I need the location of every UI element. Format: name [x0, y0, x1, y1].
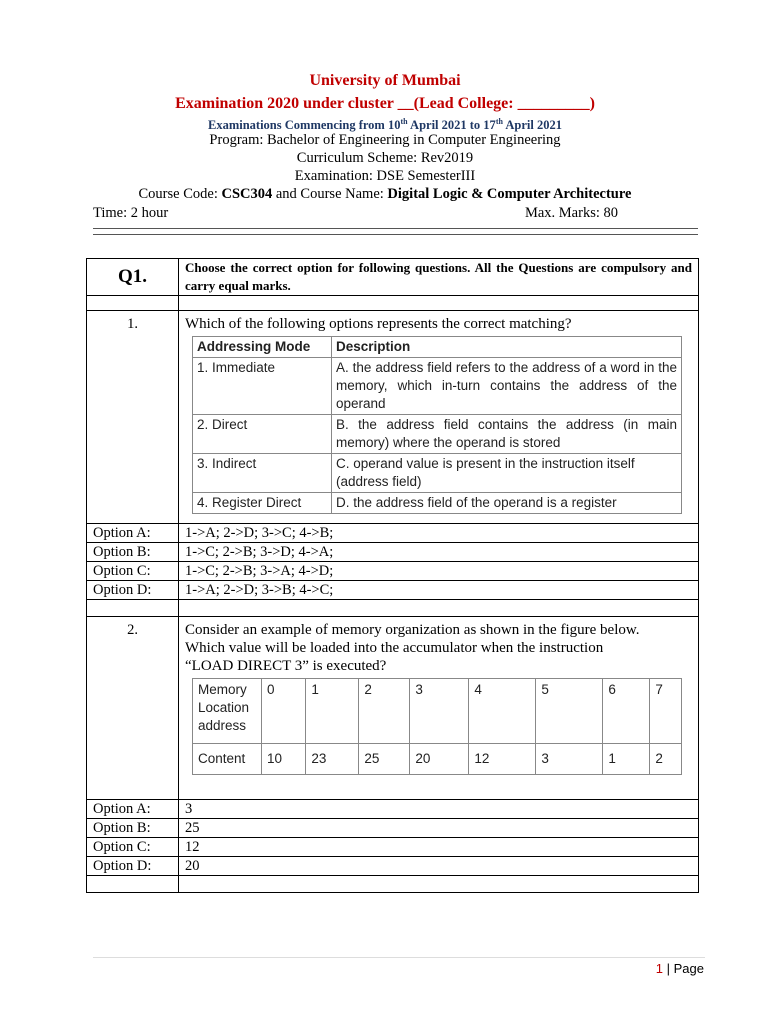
max-marks-label: Max. Marks: 80	[524, 205, 618, 221]
question-text-2: Consider an example of memory organization as shown in the figure below. Which value will be loaded into the accumulator when the instruction “LOAD DIRECT 3” is executed?	[185, 622, 640, 674]
option-label: Option D:	[87, 581, 179, 600]
gap-row	[87, 600, 699, 617]
am-desc-3: C. operand value is present in the instruction itself (address field)	[332, 454, 682, 493]
question-body-1	[179, 311, 699, 524]
university-title: University of Mumbai	[309, 72, 461, 89]
option-row	[87, 800, 699, 819]
am-desc-4: D. the address field of the operand is a register	[332, 493, 682, 514]
am-mode-2: 2. Direct	[193, 415, 332, 454]
memory-content: 2	[650, 744, 682, 775]
memory-address: 7	[650, 679, 682, 744]
option-row	[87, 581, 699, 600]
option-label: Option A:	[87, 524, 179, 543]
time-marks-line	[93, 205, 698, 222]
memory-content: 3	[536, 744, 603, 775]
question-row-2	[87, 617, 699, 800]
am-mode-1: 1. Immediate	[193, 358, 332, 415]
option-value: 25	[179, 819, 699, 838]
memory-content: 25	[359, 744, 410, 775]
memory-address: 3	[410, 679, 469, 744]
memory-content: 20	[410, 744, 469, 775]
memory-content: 1	[603, 744, 650, 775]
memory-address: 4	[469, 679, 536, 744]
option-value: 1->A; 2->D; 3->B; 4->C;	[179, 581, 699, 600]
am-row	[193, 454, 682, 493]
course-name: Digital Logic & Computer Architecture	[387, 186, 632, 202]
option-value: 20	[179, 857, 699, 876]
gap-row	[87, 876, 699, 893]
q1-instruction: Choose the correct option for following questions. All the Questions are compulsory and carry equal marks.	[179, 259, 699, 296]
program-line: Program: Bachelor of Engineering in Computer Engineering	[209, 132, 561, 148]
am-header-description: Description	[332, 337, 682, 358]
am-row	[193, 415, 682, 454]
option-row	[87, 524, 699, 543]
option-row	[87, 543, 699, 562]
am-desc-2: B. the address field contains the address (in main memory) where the operand is stored	[332, 415, 682, 454]
page-number: 1 | Page	[655, 961, 704, 976]
option-label: Option C:	[87, 838, 179, 857]
question-text-1: Which of the following options represents the correct matching?	[185, 316, 572, 332]
option-value: 3	[179, 800, 699, 819]
option-row	[87, 857, 699, 876]
time-label: Time: 2 hour	[93, 205, 169, 221]
memory-table	[192, 678, 682, 775]
question-row-1	[87, 311, 699, 524]
option-label: Option B:	[87, 819, 179, 838]
footer-divider	[93, 957, 705, 958]
memory-address: 1	[306, 679, 359, 744]
option-value: 1->C; 2->B; 3->D; 4->A;	[179, 543, 699, 562]
question-body-2	[179, 617, 699, 800]
memory-address: 2	[359, 679, 410, 744]
exam-title: Examination 2020 under cluster __(Lead College: _________)	[175, 95, 595, 112]
option-row	[87, 838, 699, 857]
option-value: 1->C; 2->B; 3->A; 4->D;	[179, 562, 699, 581]
curriculum-line: Curriculum Scheme: Rev2019	[296, 150, 474, 166]
memory-address-row	[193, 679, 682, 744]
am-desc-1: A. the address field refers to the address of a word in the memory, which in-turn contains the address of the operand	[332, 358, 682, 415]
course-code: CSC304	[221, 186, 273, 202]
question-number-1: 1.	[87, 311, 179, 524]
commencing-line: Examinations Commencing from 10th April 2021 to 17th April 2021	[208, 117, 562, 133]
am-row	[193, 358, 682, 415]
gap-row	[87, 296, 699, 311]
option-label: Option C:	[87, 562, 179, 581]
memory-address: 0	[262, 679, 306, 744]
option-label: Option D:	[87, 857, 179, 876]
memory-address-label: Memory Location address	[193, 679, 262, 744]
memory-content-label: Content	[193, 744, 262, 775]
question-table	[86, 258, 699, 893]
q1-label: Q1.	[87, 259, 179, 296]
examination-line: Examination: DSE SemesterIII	[294, 168, 476, 184]
memory-content-row	[193, 744, 682, 775]
am-mode-4: 4. Register Direct	[193, 493, 332, 514]
separator-line	[93, 228, 698, 235]
memory-content: 23	[306, 744, 359, 775]
am-header-mode: Addressing Mode	[193, 337, 332, 358]
memory-content: 10	[262, 744, 306, 775]
option-row	[87, 562, 699, 581]
course-line: Course Code: CSC304 and Course Name: Digital Logic & Computer Architecture	[138, 186, 632, 202]
question-number-2: 2.	[87, 617, 179, 800]
memory-content: 12	[469, 744, 536, 775]
am-row	[193, 493, 682, 514]
q1-header-row	[87, 259, 699, 296]
option-row	[87, 819, 699, 838]
option-value: 1->A; 2->D; 3->C; 4->B;	[179, 524, 699, 543]
option-label: Option A:	[87, 800, 179, 819]
am-mode-3: 3. Indirect	[193, 454, 332, 493]
memory-address: 6	[603, 679, 650, 744]
memory-address: 5	[536, 679, 603, 744]
addressing-mode-table	[192, 336, 682, 514]
option-label: Option B:	[87, 543, 179, 562]
option-value: 12	[179, 838, 699, 857]
am-header-row	[193, 337, 682, 358]
